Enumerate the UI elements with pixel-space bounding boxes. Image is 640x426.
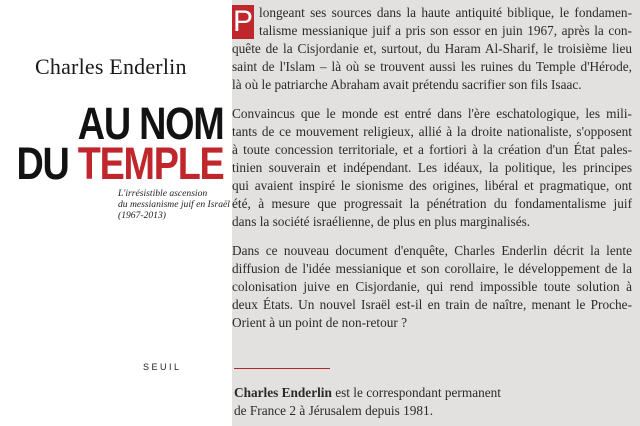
title-line-1: AU NOM [78,98,224,149]
blurb-line: quête de la Cisjordanie et, surtout, du Haram Al-Sharif, le troisième lieu [232,41,632,56]
blurb-paragraph-3 [232,242,632,332]
subtitle-line: L'irrésistible ascension [118,188,208,199]
blurb-line: colonisation juive en Cisjordanie, qui rend impossible toute solution à [232,279,632,294]
blurb-line: tants de ce mouvement religieux, allié à la droite nationaliste, s'opposent [232,124,632,139]
blurb-line: deux États. Un nouvel Israël est-il en train de naître, menant le Proche- [232,297,632,312]
blurb-line: longeant ses sources dans la haute antiquité biblique, le fondamen- [259,5,632,20]
divider-rule [234,368,330,369]
blurb-paragraph-1 [232,4,632,94]
author-bio [234,384,614,420]
blurb-line: Dans ce nouveau document d'enquête, Charles Enderlin décrit la lente [232,243,632,258]
blurb-line: dans la société israélienne, de plus en plus marginalisés. [232,214,531,229]
blurb-line: saint de l'Islam – là où se trouvent aussi les ruines du Temple d'Hérode, [232,59,632,74]
blurb-line: diffusion de l'idée messianique et son corollaire, le développement de la [232,261,632,276]
subtitle-line: (1967-2013) [118,210,166,221]
book-subtitle [118,188,230,221]
blurb-line: été, à mesure que progressait la pénétration du fondamentalisme juif [232,196,632,211]
title-line-2-prefix: DU [16,138,79,189]
bio-author-name: Charles Enderlin [234,385,332,400]
book-title [16,98,224,189]
blurb-line: à toute concession territoriale, et a fortiori à la création d'un État pales- [232,142,632,157]
front-cover [0,0,232,426]
blurb-line: talisme messianique juif a pris son essor en juin 1967, après la con- [259,23,632,38]
back-cover [232,0,640,426]
blurb-line: Orient à un point de non-retour ? [232,315,408,330]
title-line-2-highlight: TEMPLE [78,138,224,189]
author-name: Charles Enderlin [35,54,187,79]
blurb-line: là où le patriarche Abraham avait prétendu sacrifier son fils Isaac. [232,77,582,92]
publisher-name: SEUIL [143,362,182,372]
blurb-paragraph-2 [232,105,632,231]
blurb-line: Convaincus que le monde est entré dans l'ère eschatologique, les mili- [232,106,632,121]
blurb-line: qui avaient inspiré le sionisme des origines, libéral et pragmatique, ont [232,178,632,193]
bio-text: est le correspondant permanent [331,385,501,400]
title-line-2 [17,138,224,189]
subtitle-line: du messianisme juif en Israël [118,199,230,210]
back-cover-blurb [232,4,632,343]
bio-line-1 [234,384,614,402]
bio-line-2: de France 2 à Jérusalem depuis 1981. [234,403,434,418]
blurb-line: tinien souverain et indépendant. Les idéaux, la politique, les principes [232,160,632,175]
drop-cap: P [232,5,253,38]
